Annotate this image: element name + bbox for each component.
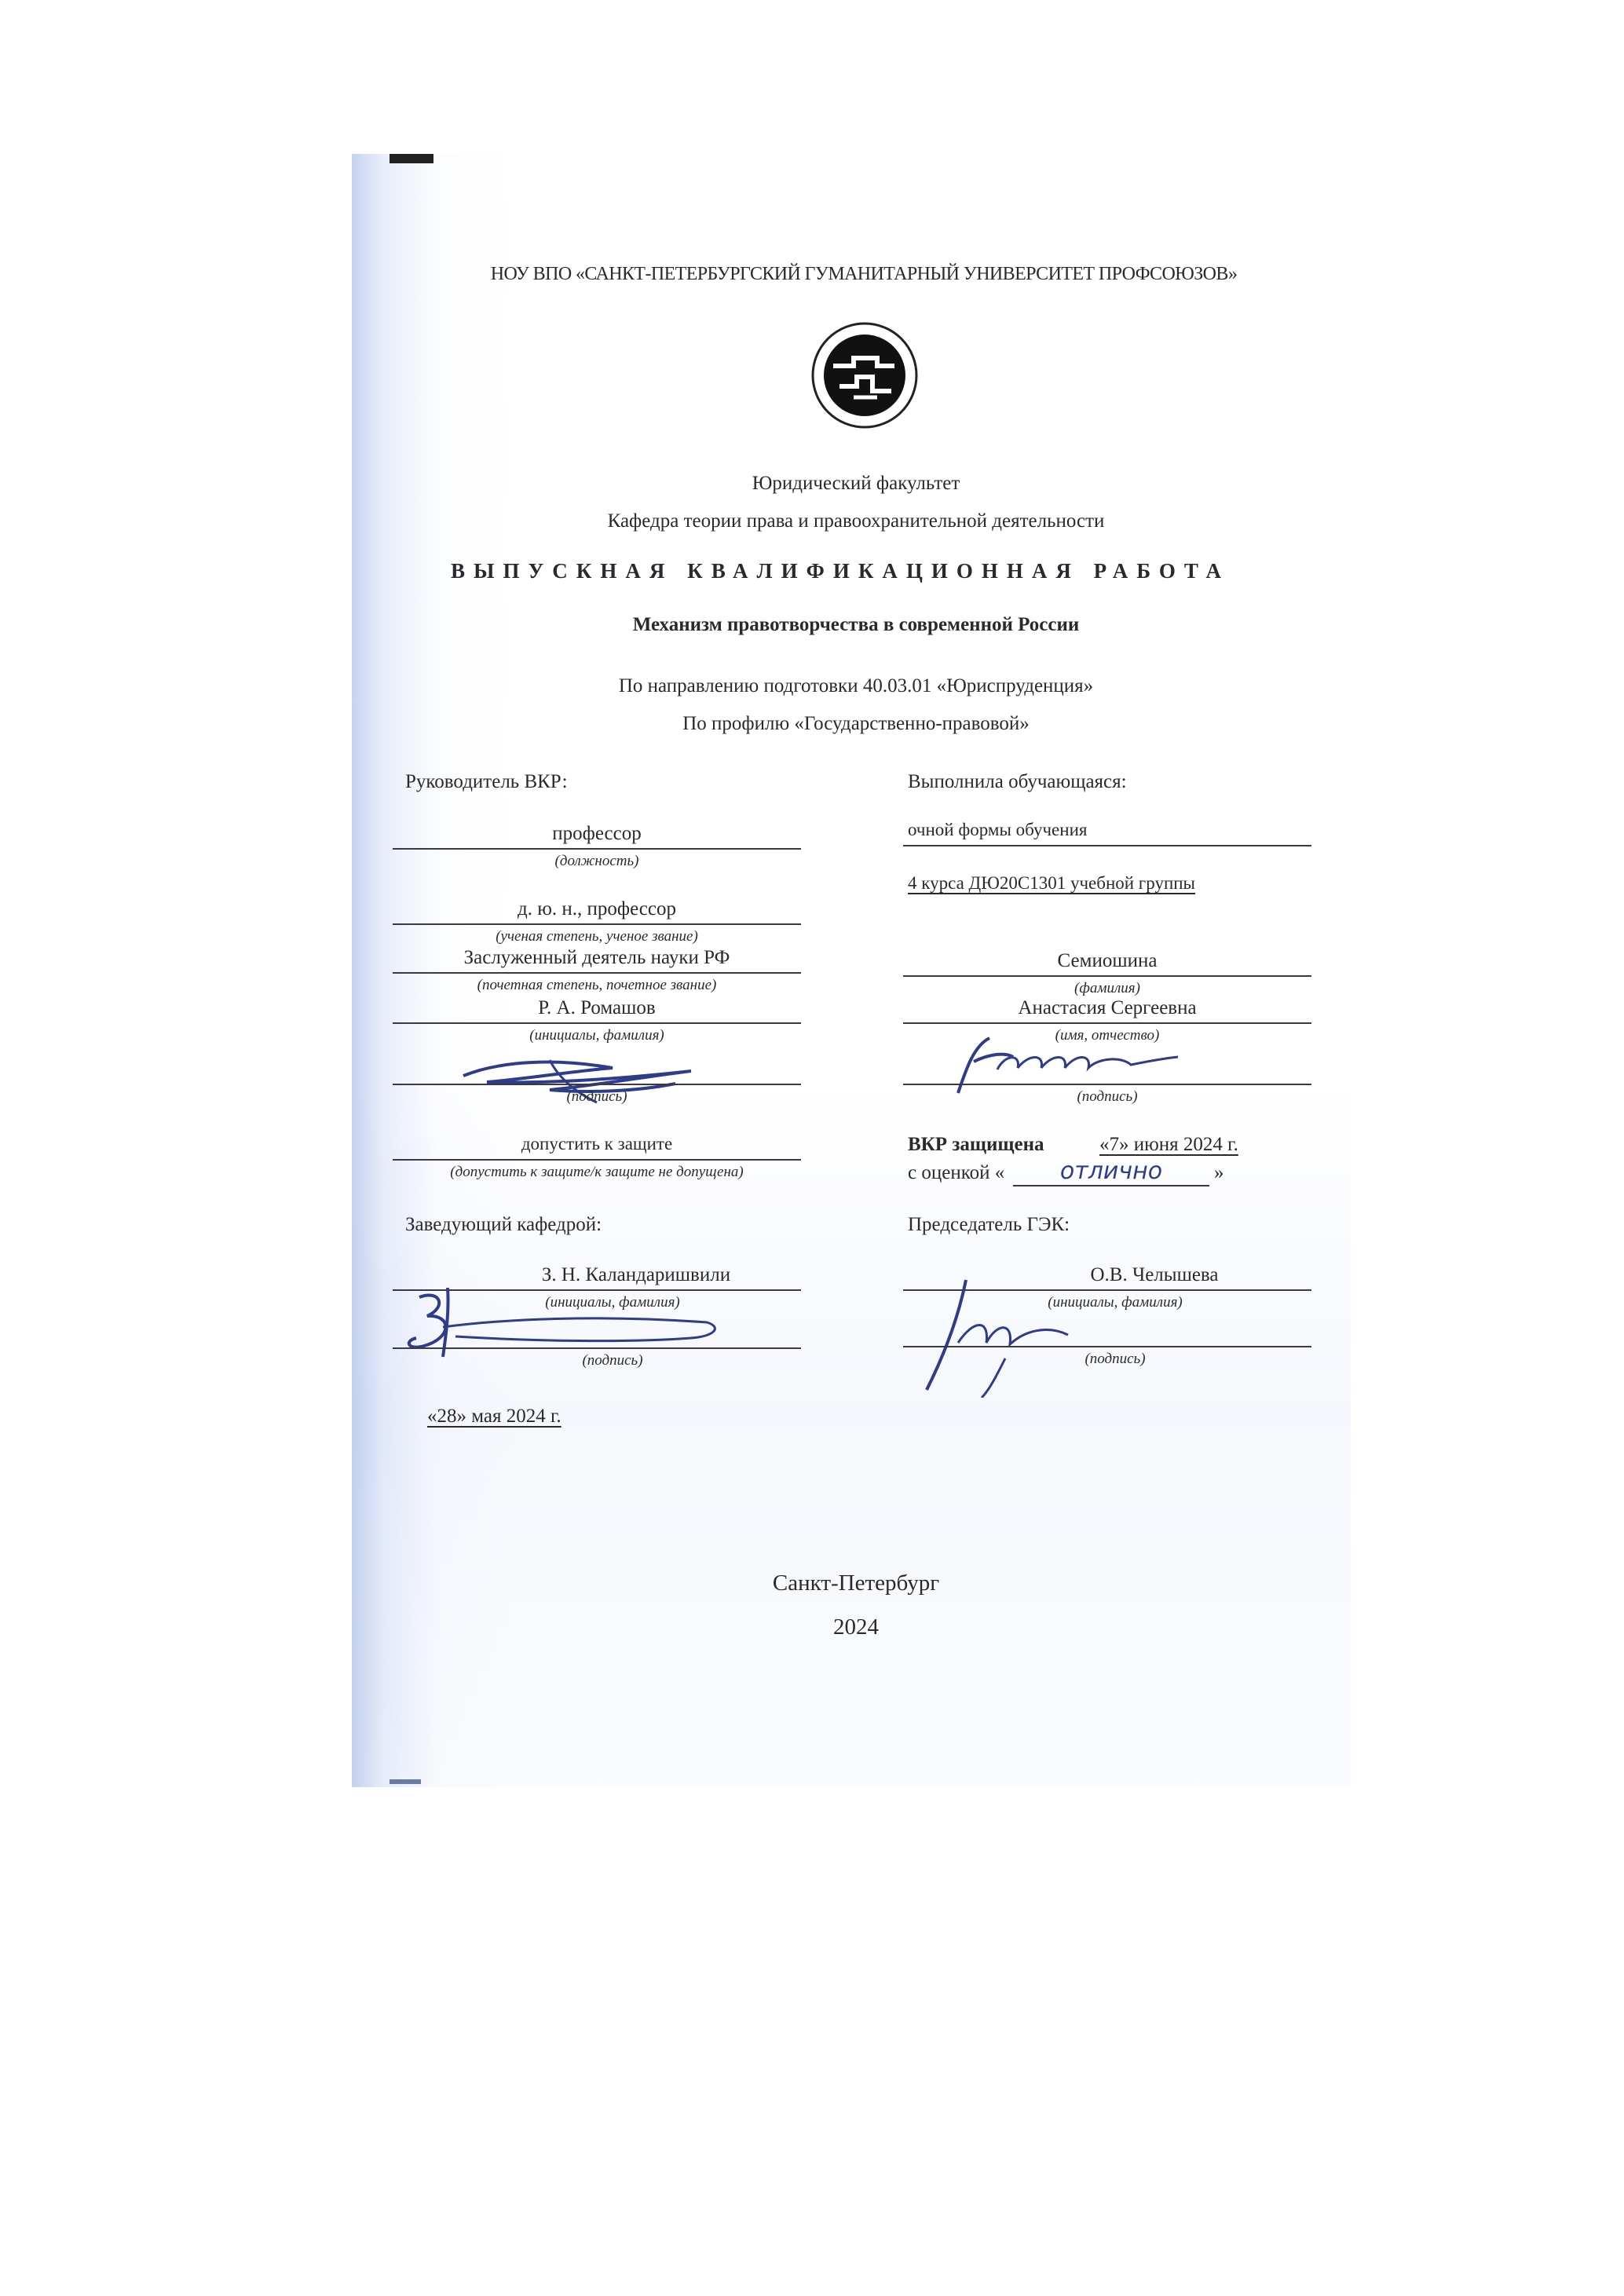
supervisor-signature-caption: (подпись) xyxy=(566,1088,627,1105)
supervisor-name-line xyxy=(393,1022,801,1024)
supervisor-admission-caption: (допустить к защите/к защите не допущена) xyxy=(450,1164,744,1180)
supervisor-name-caption: (инициалы, фамилия) xyxy=(529,1027,664,1044)
supervisor-degree-line xyxy=(393,923,801,925)
university-seal-icon xyxy=(810,320,920,430)
defense-grade-value: отлично xyxy=(1013,1157,1209,1186)
supervisor-degree: д. ю. н., профессор xyxy=(517,898,676,919)
student-course-group: 4 курса ДЮ20С1301 учебной группы xyxy=(908,873,1196,893)
footer-year: 2024 xyxy=(833,1614,879,1640)
thesis-topic: Механизм правотворчества в современной России xyxy=(632,614,1080,635)
head-of-department-date: «28» мая 2024 г. xyxy=(427,1406,561,1427)
student-surname-line xyxy=(903,975,1311,977)
study-profile: По профилю «Государственно-правовой» xyxy=(682,713,1030,734)
supervisor-position: профессор xyxy=(552,823,642,844)
study-direction: По направлению подготовки 40.03.01 «Юриспруденция» xyxy=(618,675,1094,696)
head-of-department-name-caption: (инициалы, фамилия) xyxy=(545,1294,680,1311)
supervisor-position-caption: (должность) xyxy=(554,853,639,869)
head-of-department-signature-caption: (подпись) xyxy=(582,1352,643,1369)
supervisor-admission-decision: допустить к защите xyxy=(521,1134,673,1153)
footer-city: Санкт-Петербург xyxy=(772,1570,940,1596)
commission-chair-signature xyxy=(911,1272,1099,1398)
head-of-department-name: З. Н. Каландаришвили xyxy=(541,1264,731,1285)
defense-grade-suffix: » xyxy=(1214,1162,1224,1183)
institution-name: НОУ ВПО «САНКТ-ПЕТЕРБУРГСКИЙ ГУМАНИТАРНЫЙ УНИВЕРСИТЕТ ПРОФСОЮЗОВ» xyxy=(490,264,1238,284)
supervisor-heading: Руководитель ВКР: xyxy=(405,771,568,792)
department-name: Кафедра теории права и правоохранительной деятельности xyxy=(607,510,1105,532)
commission-chair-name: О.В. Челышева xyxy=(1090,1264,1219,1285)
student-signature-caption: (подпись) xyxy=(1077,1088,1138,1105)
head-of-department-signature-line xyxy=(393,1347,801,1349)
scan-edge-mark xyxy=(390,154,433,163)
scan-edge-mark xyxy=(390,1779,421,1784)
head-of-department-heading: Заведующий кафедрой: xyxy=(405,1214,602,1235)
supervisor-degree-caption: (ученая степень, ученое звание) xyxy=(496,928,698,945)
commission-heading: Председатель ГЭК: xyxy=(908,1214,1070,1235)
supervisor-honorary-title: Заслуженный деятель науки РФ xyxy=(463,947,730,968)
commission-chair-signature-caption: (подпись) xyxy=(1084,1351,1146,1367)
student-given-names-line xyxy=(903,1022,1311,1024)
student-signature-line xyxy=(903,1084,1311,1085)
commission-chair-name-caption: (инициалы, фамилия) xyxy=(1048,1294,1183,1311)
supervisor-admission-line xyxy=(393,1159,801,1161)
defense-label: ВКР защищена xyxy=(908,1134,1044,1155)
supervisor-honorary-caption: (почетная степень, почетное звание) xyxy=(477,977,717,993)
commission-chair-signature-line xyxy=(903,1346,1311,1347)
student-given-names-caption: (имя, отчество) xyxy=(1055,1027,1160,1044)
student-heading: Выполнила обучающаяся: xyxy=(908,771,1127,792)
student-surname: Семиошина xyxy=(1057,950,1158,971)
student-study-form-line xyxy=(903,845,1311,846)
defense-grade-prefix: с оценкой « xyxy=(908,1162,1005,1183)
document-type-title: ВЫПУСКНАЯ КВАЛИФИКАЦИОННАЯ РАБОТА xyxy=(450,559,1231,583)
supervisor-signature-line xyxy=(393,1084,801,1085)
supervisor-honorary-line xyxy=(393,972,801,974)
student-given-names: Анастасия Сергеевна xyxy=(1018,997,1197,1018)
student-study-form: очной формы обучения xyxy=(908,820,1088,839)
student-surname-caption: (фамилия) xyxy=(1074,980,1140,996)
supervisor-name: Р. А. Ромашов xyxy=(538,997,656,1018)
supervisor-position-line xyxy=(393,848,801,850)
defense-date: «7» июня 2024 г. xyxy=(1099,1134,1238,1155)
faculty-name: Юридический факультет xyxy=(752,473,960,494)
